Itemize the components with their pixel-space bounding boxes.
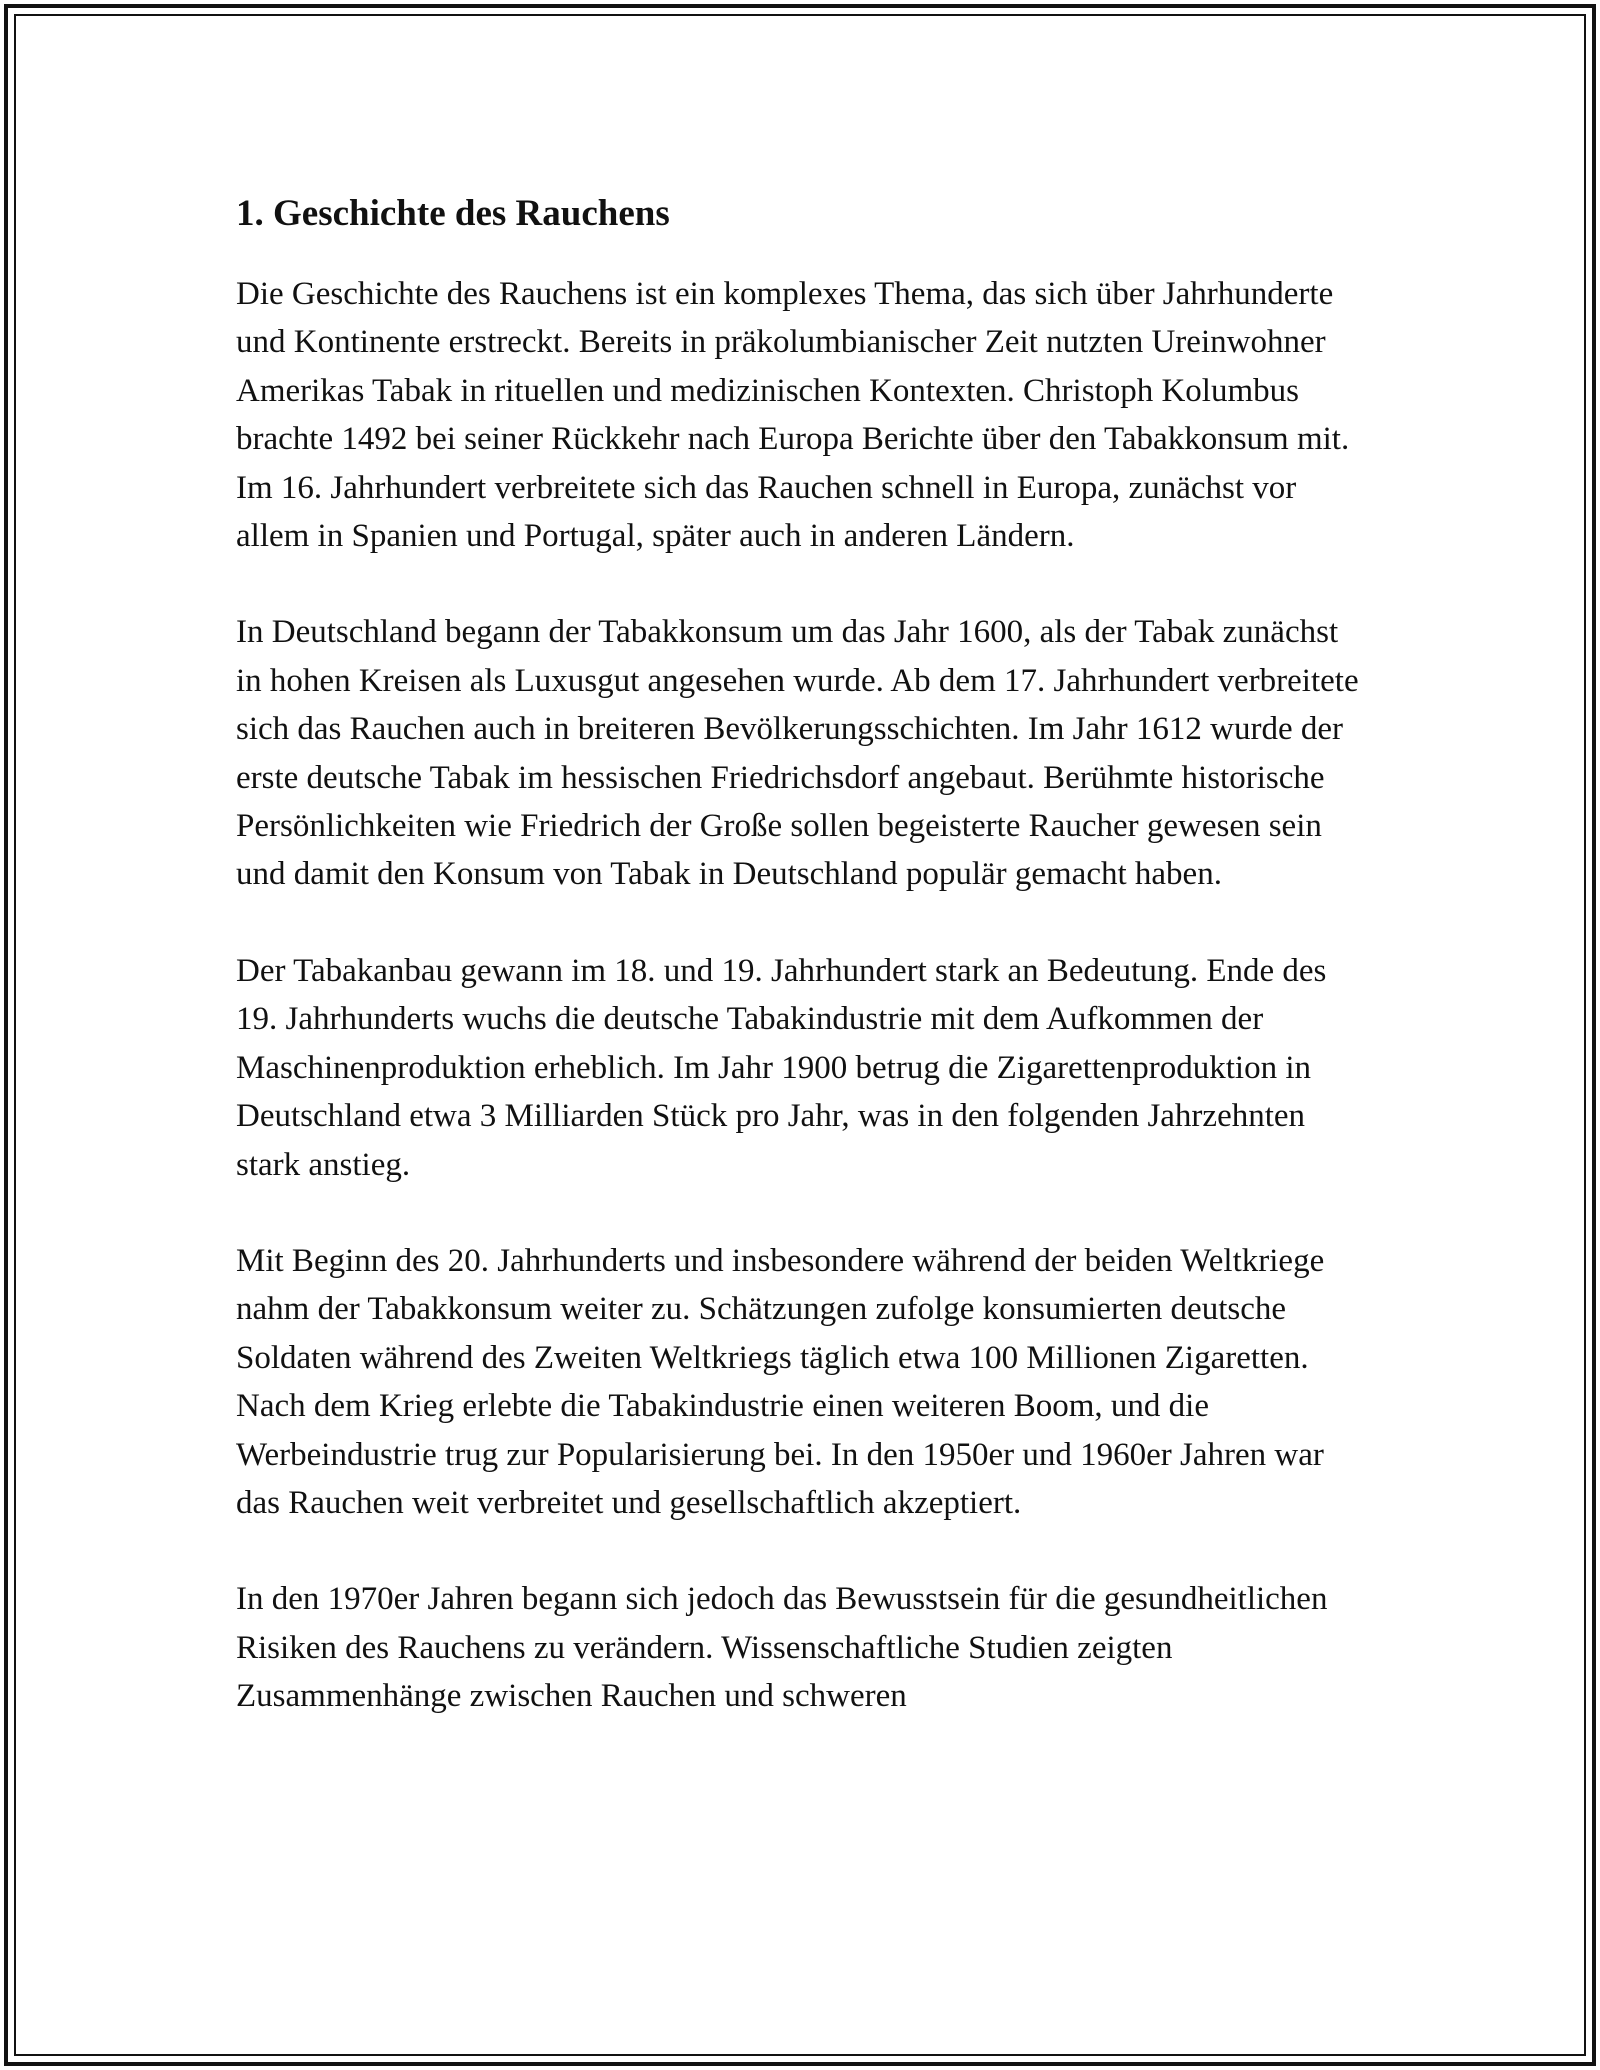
paragraph-3: Der Tabakanbau gewann im 18. und 19. Jahrhundert stark an Bedeutung. Ende des 19. Jahrhunderts wuchs die deutsche Tabakindustrie mit dem Aufkommen der Maschinenproduktion erheblich. Im Jahr 1900 betrug die Zigarettenproduktion in Deutschland etwa 3 Milliarden Stück pro Jahr, was in den folgenden Jahrzehnten stark anstieg. bbox=[236, 952, 1327, 1183]
paragraph-1: Die Geschichte des Rauchens ist ein komplexes Thema, das sich über Jahrhunderte und Kontinente erstreckt. Bereits in präkolumbianischer Zeit nutzten Ureinwohner Amerikas Tabak in rituellen und medizinischen Kontexten. Christoph Kolumbus brachte 1492 bei seiner Rückkehr nach Europa Berichte über den Tabakkonsum mit. Im 16. Jahrhundert verbreitete sich das Rauchen schnell in Europa, zunächst vor allem in Spanien und Portugal, später auch in anderen Ländern. bbox=[236, 276, 1350, 555]
section-heading: 1. Geschichte des Rauchens bbox=[236, 193, 670, 234]
paragraph-5: In den 1970er Jahren begann sich jedoch das Bewusstsein für die gesundheitlichen Risiken des Rauchens zu verändern. Wissenschaftliche Studien zeigten Zusammenhänge zwischen Rauchen und schweren bbox=[236, 1581, 1328, 1715]
paragraph-2: In Deutschland begann der Tabakkonsum um das Jahr 1600, als der Tabak zunächst in hohen Kreisen als Luxusgut angesehen wurde. Ab dem 17. Jahrhundert verbreitete sich das Rauchen auch in breiteren Bevölkerungsschichten. Im Jahr 1612 wurde der erste deutsche Tabak im hessischen Friedrichsdorf angebaut. Berühmte historische Persönlichkeiten wie Friedrich der Große sollen begeisterte Raucher gewesen sein und damit den Konsum von Tabak in Deutschland populär gemacht haben. bbox=[236, 614, 1359, 893]
document-body bbox=[236, 190, 1366, 1769]
paragraph-4: Mit Beginn des 20. Jahrhunderts und insbesondere während der beiden Weltkriege nahm der Tabakkonsum weiter zu. Schätzungen zufolge konsumierten deutsche Soldaten während des Zweiten Weltkriegs täglich etwa 100 Millionen Zigaretten. Nach dem Krieg erlebte die Tabakindustrie einen weiteren Boom, und die Werbeindustrie trug zur Popularisierung bei. In den 1950er und 1960er Jahren war das Rauchen weit verbreitet und gesellschaftlich akzeptiert. bbox=[236, 1242, 1325, 1521]
